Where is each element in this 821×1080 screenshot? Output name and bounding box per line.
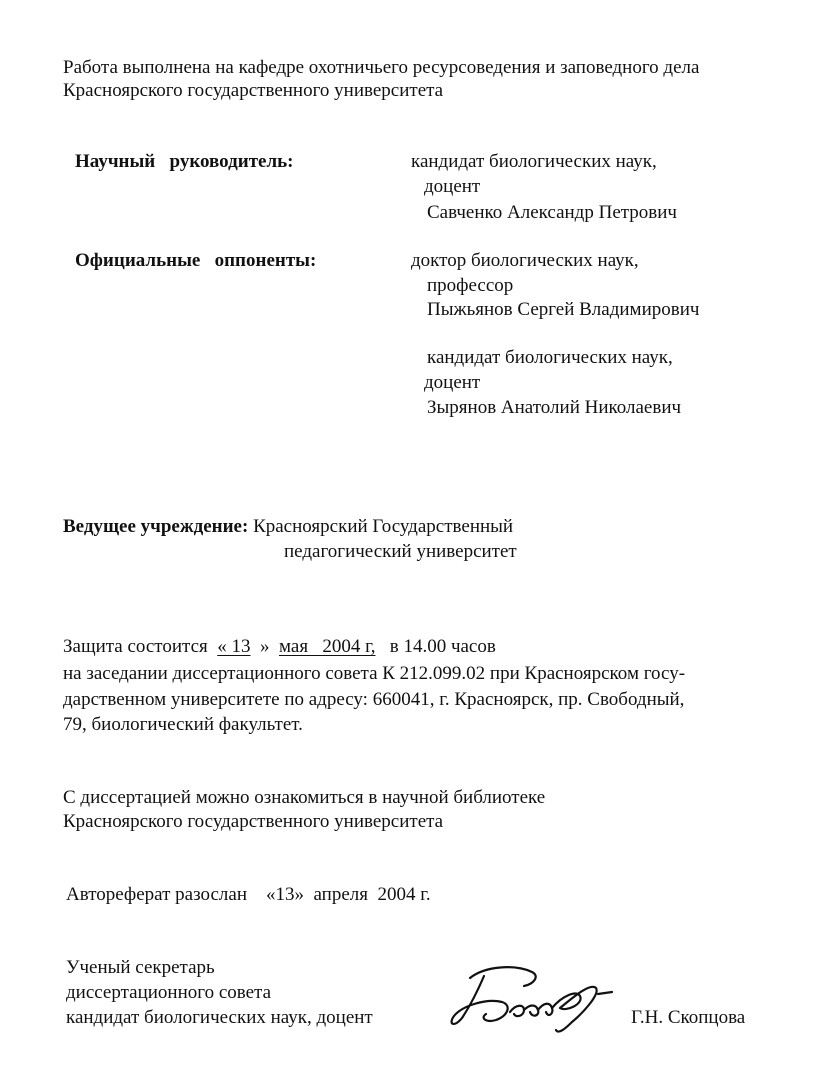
leading-org-line-1: Красноярский Государственный xyxy=(253,516,514,537)
header-line-2: Красноярского государственного университета xyxy=(63,80,444,101)
abstract-sent-month: апреля xyxy=(313,884,369,905)
secretary-name: Г.Н. Скопцова xyxy=(631,1007,746,1028)
defense-day: « 13 xyxy=(217,636,251,657)
opponent-1-title: профессор xyxy=(427,275,514,296)
defense-line-3: дарственном университете по адресу: 660041, г. Красноярск, пр. Свободный, xyxy=(63,689,685,710)
leading-org-label: Ведущее учреждение: xyxy=(63,516,249,537)
signature-icon xyxy=(440,960,640,1040)
supervisor-label: Научный руководитель: xyxy=(75,151,294,172)
opponent-2-degree: кандидат биологических наук, xyxy=(427,347,673,368)
supervisor-title: доцент xyxy=(424,176,481,197)
leading-org xyxy=(63,515,513,539)
abstract-sent-year: 2004 г. xyxy=(377,884,431,905)
defense-line-4: 79, биологический факультет. xyxy=(63,714,303,735)
opponent-1-degree: доктор биологических наук, xyxy=(411,250,639,271)
defense-line-2: на заседании диссертационного совета К 212.099.02 при Красноярском госу- xyxy=(63,663,686,684)
header-line-1: Работа выполнена на кафедре охотничьего ресурсоведения и заповедного дела xyxy=(63,57,700,78)
defense-month-year: мая 2004 г, xyxy=(279,636,376,657)
defense-quote-close: » xyxy=(260,636,270,657)
library-line-1: С диссертацией можно ознакомиться в научной библиотеке xyxy=(63,787,546,808)
secretary-line-3: кандидат биологических наук, доцент xyxy=(66,1007,373,1028)
opponents-label: Официальные оппоненты: xyxy=(75,250,317,271)
opponent-2-name: Зырянов Анатолий Николаевич xyxy=(427,397,682,418)
abstract-sent-prefix: Автореферат разослан xyxy=(66,884,247,905)
supervisor-name: Савченко Александр Петрович xyxy=(427,202,677,223)
defense-time: в 14.00 часов xyxy=(389,636,496,657)
abstract-sent-date: «13» xyxy=(266,884,304,905)
opponent-1-name: Пыжьянов Сергей Владимирович xyxy=(427,299,700,320)
leading-org-line-2: педагогический университет xyxy=(284,541,517,562)
supervisor-degree: кандидат биологических наук, xyxy=(411,151,657,172)
defense-line-1 xyxy=(63,635,496,659)
secretary-line-2: диссертационного совета xyxy=(66,982,272,1003)
secretary-line-1: Ученый секретарь xyxy=(66,957,215,978)
library-line-2: Красноярского государственного университета xyxy=(63,811,444,832)
abstract-sent xyxy=(66,883,431,907)
defense-prefix: Защита состоится xyxy=(63,636,208,657)
opponent-2-title: доцент xyxy=(424,372,481,393)
